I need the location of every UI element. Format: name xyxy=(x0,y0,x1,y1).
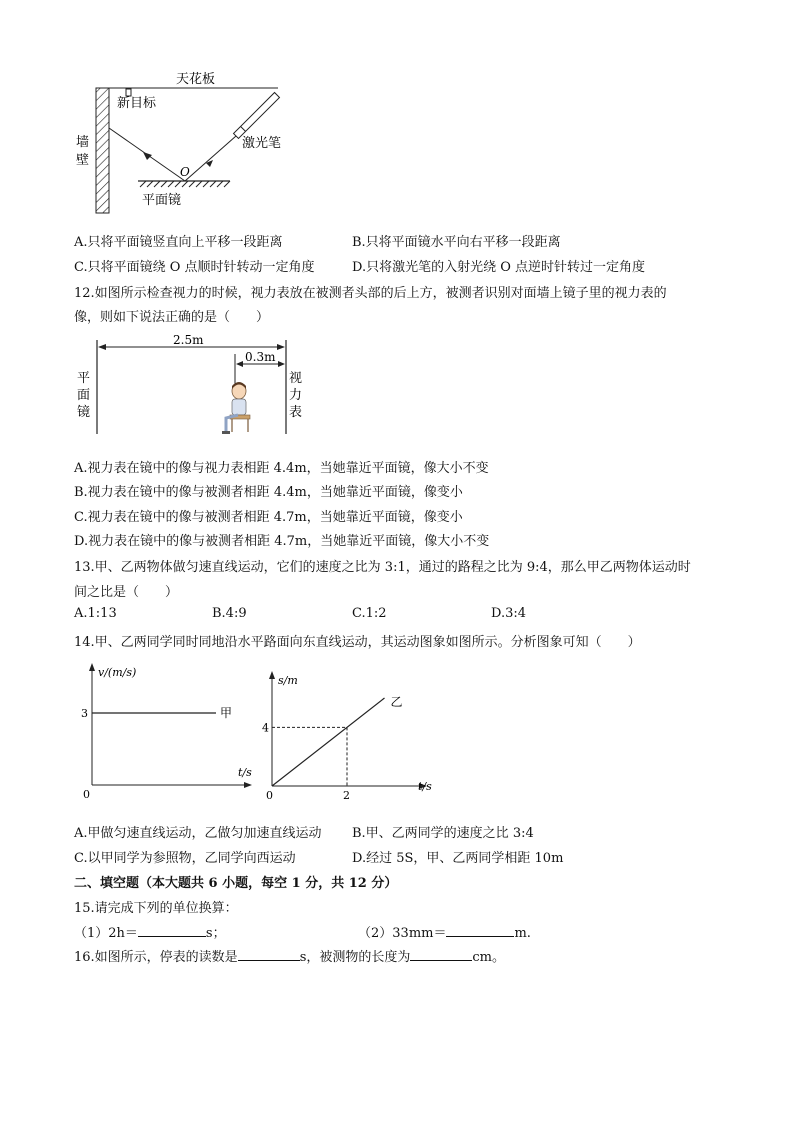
mirror-label: 平面镜 xyxy=(142,193,182,208)
wall-shape xyxy=(96,88,109,213)
q13-stem-line1: 13.甲、乙两物体做匀速直线运动，它们的速度之比为 3:1，通过的路程之比为 9:4，那么甲乙两物体运动时 xyxy=(74,560,691,575)
q12-option-c: C.视力表在镜中的像与被测者相距 4.7m，当她靠近平面镜，像变小 xyxy=(74,510,463,525)
q12-option-d: D.视力表在镜中的像与被测者相距 4.7m，当她靠近平面镜，像大小不变 xyxy=(74,534,490,549)
mirror-hatch xyxy=(140,181,230,187)
q13-option-a: A.1:13 xyxy=(74,606,117,621)
q12-stem-line1: 12.如图所示检查视力的时候，视力表放在被测者头部的后上方，被测者识别对面墙上镜子里的视力表的 xyxy=(74,286,667,301)
vt-ytick-label: 3 xyxy=(81,707,88,720)
q11-option-b: B.只将平面镜水平向右平移一段距离 xyxy=(352,235,561,250)
st-ylabel: s/m xyxy=(278,674,298,687)
eye-test-diagram xyxy=(72,334,322,439)
st-xtick-label: 2 xyxy=(343,789,350,802)
st-origin: 0 xyxy=(266,789,273,802)
q12-option-a: A.视力表在镜中的像与视力表相距 4.4m，当她靠近平面镜，像大小不变 xyxy=(74,461,489,476)
st-xlabel: t/s xyxy=(418,780,432,793)
st-chart-svg xyxy=(255,668,435,808)
q15-part2 xyxy=(358,922,531,941)
new-target-marker xyxy=(126,89,131,96)
vt-series-label-jia: 甲 xyxy=(220,706,233,720)
q11-option-c: C.只将平面镜绕 O 点顺时针转动一定角度 xyxy=(74,260,315,275)
chart-label-3: 表 xyxy=(289,405,303,420)
point-o-label: O xyxy=(180,165,190,179)
chart-label-1: 视 xyxy=(289,371,303,386)
q13-option-c: C.1:2 xyxy=(352,606,387,621)
q16-blank-2[interactable] xyxy=(410,948,472,961)
vt-xlabel: t/s xyxy=(238,766,252,779)
q16-text xyxy=(74,946,505,965)
new-target-label: 新目标 xyxy=(117,96,157,111)
laser-mirror-diagram xyxy=(60,60,300,220)
q14-option-c: C.以甲同学为参照物，乙同学向西运动 xyxy=(74,851,296,866)
q16-blank-1[interactable] xyxy=(238,948,300,961)
incident-ray xyxy=(185,136,236,181)
q15-part2-post: m. xyxy=(514,926,531,941)
wall-label-2: 壁 xyxy=(76,153,90,168)
q14-option-a: A.甲做匀速直线运动，乙做匀加速直线运动 xyxy=(74,826,322,841)
q14-option-d: D.经过 5S，甲、乙两同学相距 10m xyxy=(352,851,564,866)
ceiling-label: 天花板 xyxy=(176,72,216,87)
q12-stem-line2: 像，则如下说法正确的是（ ） xyxy=(74,310,270,325)
vt-chart xyxy=(72,660,252,805)
q13-stem-line2: 间之比是（ ） xyxy=(74,585,179,600)
section2-heading: 二、填空题（本大题共 6 小题，每空 1 分，共 12 分） xyxy=(74,876,398,891)
laser-mirror-figure xyxy=(60,60,300,220)
q14-option-b: B.甲、乙两同学的速度之比 3:4 xyxy=(352,826,534,841)
distance-small-label: 0.3m xyxy=(245,350,276,364)
eye-test-figure xyxy=(72,334,322,439)
q15-part2-pre: （2）33mm＝ xyxy=(358,926,447,941)
q16-mid: s，被测物的长度为 xyxy=(299,950,411,965)
q13-option-b: B.4:9 xyxy=(212,606,247,621)
wall-label-1: 墙 xyxy=(76,135,90,150)
laser-label: 激光笔 xyxy=(242,136,282,151)
q15-part1 xyxy=(74,922,226,941)
q15-part1-blank[interactable] xyxy=(138,924,206,937)
st-ytick-label: 4 xyxy=(262,721,269,735)
q12-option-b: B.视力表在镜中的像与被测者相距 4.4m，当她靠近平面镜，像变小 xyxy=(74,485,463,500)
q11-option-d: D.只将激光笔的入射光绕 O 点逆时针转过一定角度 xyxy=(352,260,646,275)
vt-origin: 0 xyxy=(83,788,90,801)
vt-ylabel: v/(m/s) xyxy=(98,666,137,679)
mirror-label-2: 面 xyxy=(77,388,91,403)
q16-pre: 16.如图所示，停表的读数是 xyxy=(74,950,238,965)
st-chart xyxy=(255,668,435,808)
q16-post: cm。 xyxy=(472,950,505,965)
reflected-arrow xyxy=(143,152,152,160)
st-series-line-yi xyxy=(272,698,385,786)
st-series-label-yi: 乙 xyxy=(390,695,403,709)
mirror-label-1: 平 xyxy=(77,371,91,386)
q15-part1-pre: （1）2h＝ xyxy=(74,926,138,941)
vt-chart-svg xyxy=(72,660,252,805)
laser-pen xyxy=(234,93,280,139)
mirror-label-3: 镜 xyxy=(77,405,91,420)
q15-stem: 15.请完成下列的单位换算： xyxy=(74,901,238,916)
q14-stem: 14.甲、乙两同学同时同地沿水平路面向东直线运动，其运动图象如图所示。分析图象可知（ ） xyxy=(74,635,641,650)
seated-person xyxy=(222,382,250,434)
q11-option-a: A.只将平面镜竖直向上平移一段距离 xyxy=(74,235,283,250)
q15-part1-post: s； xyxy=(205,926,226,941)
chart-label-2: 力 xyxy=(289,388,303,403)
distance-total-label: 2.5m xyxy=(173,334,204,347)
q13-option-d: D.3:4 xyxy=(491,606,527,621)
q15-part2-blank[interactable] xyxy=(446,924,514,937)
